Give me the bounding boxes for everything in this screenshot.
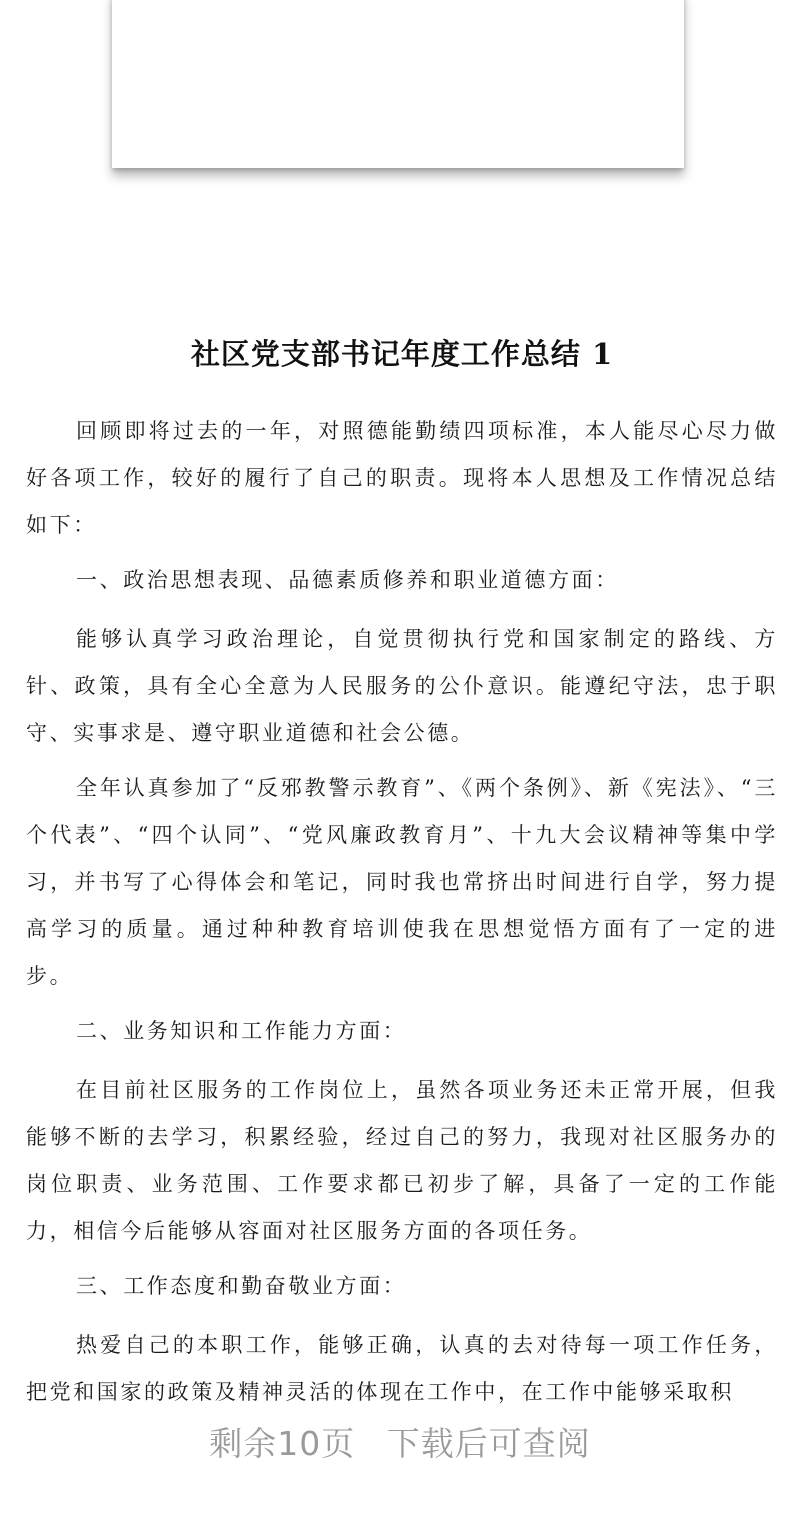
remaining-pages-bar[interactable] bbox=[0, 1412, 800, 1476]
body-paragraph: 能够认真学习政治理论，自觉贯彻执行党和国家制定的路线、方针、政策，具有全心全意为人民服务的公仆意识。能遵纪守法，忠于职守、实事求是、遵守职业道德和社会公德。 bbox=[26, 627, 778, 745]
body-paragraph: 在目前社区服务的工作岗位上，虽然各项业务还未正常开展，但我能够不断的去学习，积累经验，经过自己的努力，我现对社区服务办的岗位职责、业务范围、工作要求都已初步了解，具备了一定的工作能力，相信今后能够从容面对社区服务方面的各项任务。 bbox=[26, 1078, 778, 1243]
section-heading: 二、业务知识和工作能力方面： bbox=[76, 1019, 407, 1043]
document-title: 社区党支部书记年度工作总结 1 bbox=[190, 337, 614, 371]
section-heading: 一、政治思想表现、品德素质修养和职业道德方面： bbox=[76, 568, 619, 592]
body-paragraph: 热爱自己的本职工作，能够正确，认真的去对待每一项工作任务，把党和国家的政策及精神灵活的体现在工作中，在工作中能够采取积 bbox=[26, 1333, 778, 1404]
paragraph-list bbox=[26, 408, 778, 1416]
previous-page-card bbox=[112, 0, 684, 168]
download-hint-label[interactable]: 下载后可查阅 bbox=[386, 1424, 591, 1463]
remaining-pages-label[interactable]: 剩余10页 bbox=[209, 1424, 356, 1463]
section-heading: 三、工作态度和勤奋敬业方面： bbox=[76, 1274, 407, 1298]
document-body bbox=[26, 322, 778, 1424]
body-paragraph: 回顾即将过去的一年，对照德能勤绩四项标准，本人能尽心尽力做好各项工作，较好的履行了自己的职责。现将本人思想及工作情况总结如下： bbox=[26, 419, 778, 537]
body-paragraph: 全年认真参加了“反邪教警示教育”、《两个条例》、新《宪法》、“三个代表”、“四个认同”、“党风廉政教育月”、十九大会议精神等集中学习，并书写了心得体会和笔记，同时我也常挤出时间进行自学，努力提高学习的质量。通过种种教育培训使我在思想觉悟方面有了一定的进步。 bbox=[26, 776, 778, 988]
